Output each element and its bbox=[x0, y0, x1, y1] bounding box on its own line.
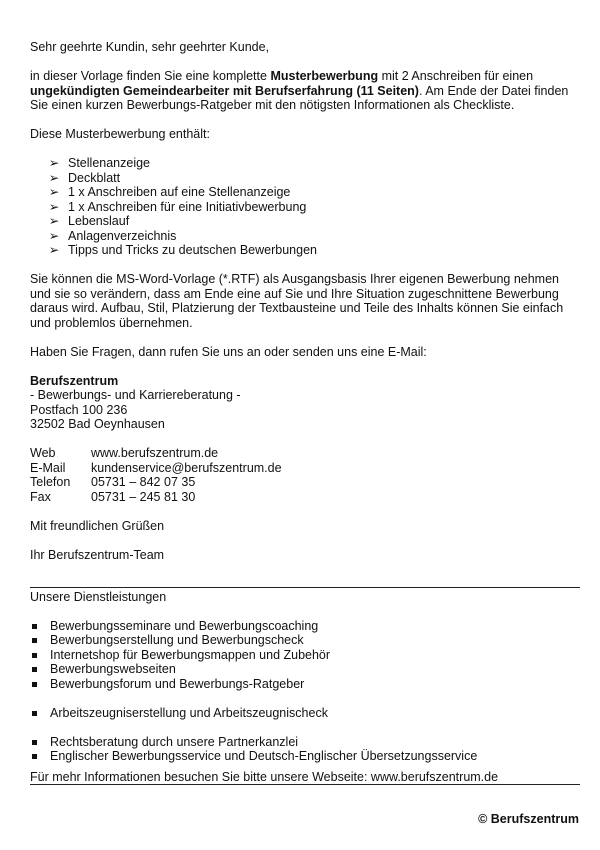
square-bullet-icon bbox=[32, 667, 37, 672]
contact-row-web bbox=[30, 446, 580, 461]
list-item-label: 1 x Anschreiben auf eine Stellenanzeige bbox=[68, 185, 291, 199]
usage-paragraph: Sie können die MS-Word-Vorlage (*.RTF) als Ausgangsbasis Ihrer eigenen Bewerbung nehmen und sie so verändern, dass am Ende eine auf Sie und Ihre Situation zugeschnittene Bewerbung daraus wird. Aufbau, Stil, Platzierung der Textbausteine und Teile des Inhalts können Sie einfach und problemlos übernehmen. bbox=[30, 272, 564, 330]
list-item-label: Bewerbungserstellung und Bewerbungscheck bbox=[50, 633, 304, 647]
list-item bbox=[30, 662, 580, 677]
divider-bottom bbox=[30, 784, 580, 785]
square-bullet-icon bbox=[32, 682, 37, 687]
contains-heading: Diese Musterbewerbung enthält: bbox=[30, 127, 210, 141]
signature: Ihr Berufszentrum-Team bbox=[30, 547, 165, 562]
closing: Mit freundlichen Grüßen bbox=[30, 518, 165, 533]
list-item-label: Rechtsberatung durch unsere Partnerkanzlei bbox=[50, 734, 299, 749]
intro-text-2: mit 2 Anschreiben für einen bbox=[378, 69, 534, 83]
contact-label: E-Mail bbox=[30, 460, 66, 475]
list-item bbox=[30, 243, 580, 258]
arrow-bullet-icon: ➢ bbox=[48, 170, 60, 185]
list-item bbox=[30, 619, 580, 634]
contact-row-email bbox=[30, 461, 580, 476]
list-item bbox=[30, 229, 580, 244]
contact-label: Telefon bbox=[30, 475, 71, 489]
contact-label: Fax bbox=[30, 489, 51, 504]
arrow-bullet-icon: ➢ bbox=[48, 228, 60, 243]
services-list-3 bbox=[30, 735, 580, 764]
address-block bbox=[30, 374, 580, 432]
square-bullet-icon bbox=[32, 653, 37, 658]
contact-label: Web bbox=[30, 446, 56, 460]
services-list-1 bbox=[30, 619, 580, 692]
divider-top bbox=[30, 587, 580, 588]
intro-text-3: . Am Ende der Datei finden Sie einen kurzen Bewerbungs-Ratgeber mit den nötigsten Informationen als Checkliste. bbox=[30, 83, 569, 112]
square-bullet-icon bbox=[32, 638, 37, 643]
list-item-label: Englischer Bewerbungsservice und Deutsch-Englischer Übersetzungsservice bbox=[50, 749, 478, 763]
list-item-label: Arbeitszeugniserstellung und Arbeitszeugnischeck bbox=[50, 705, 328, 720]
questions-paragraph: Haben Sie Fragen, dann rufen Sie uns an oder senden uns eine E-Mail: bbox=[30, 344, 427, 359]
intro-text-1: in dieser Vorlage finden Sie eine komplette bbox=[30, 69, 271, 83]
list-item-label: Bewerbungsseminare und Bewerbungscoaching bbox=[50, 618, 319, 633]
company-name: Berufszentrum bbox=[30, 373, 119, 388]
services-heading: Unsere Dienstleistungen bbox=[30, 589, 167, 604]
square-bullet-icon bbox=[32, 624, 37, 629]
list-item bbox=[30, 156, 580, 171]
contact-value: www.berufszentrum.de bbox=[91, 446, 219, 460]
arrow-bullet-icon: ➢ bbox=[48, 243, 60, 257]
square-bullet-icon bbox=[32, 754, 37, 759]
list-item bbox=[30, 648, 580, 663]
footer-info: Für mehr Informationen besuchen Sie bitte unsere Webseite: www.berufszentrum.de bbox=[30, 769, 499, 784]
list-item-label: Lebenslauf bbox=[68, 214, 130, 228]
list-item-label: Bewerbungswebseiten bbox=[50, 662, 176, 676]
square-bullet-icon bbox=[32, 711, 37, 716]
salutation: Sehr geehrte Kundin, sehr geehrter Kunde, bbox=[30, 40, 270, 54]
intro-bold-2: ungekündigten Gemeindearbeiter mit Berufserfahrung (11 Seiten) bbox=[30, 83, 419, 98]
arrow-bullet-icon: ➢ bbox=[48, 185, 60, 199]
list-item-label: Bewerbungsforum und Bewerbungs-Ratgeber bbox=[50, 676, 305, 691]
contact-row-fax bbox=[30, 490, 580, 505]
intro-paragraph bbox=[30, 69, 580, 113]
list-item bbox=[30, 214, 580, 229]
list-item bbox=[30, 706, 580, 721]
contents-list bbox=[30, 156, 580, 258]
list-item bbox=[30, 677, 580, 692]
contact-value: 05731 – 842 07 35 bbox=[91, 475, 196, 489]
list-item bbox=[30, 633, 580, 648]
contact-block bbox=[30, 446, 580, 504]
list-item bbox=[30, 749, 580, 764]
arrow-bullet-icon: ➢ bbox=[48, 214, 60, 228]
address-street: Postfach 100 236 bbox=[30, 402, 128, 417]
list-item-label: Anlagenverzeichnis bbox=[68, 228, 177, 243]
services-list-2 bbox=[30, 706, 580, 721]
address-city: 32502 Bad Oeynhausen bbox=[30, 417, 165, 431]
list-item-label: Internetshop für Bewerbungsmappen und Zubehör bbox=[50, 647, 331, 662]
list-item bbox=[30, 185, 580, 200]
intro-bold-1: Musterbewerbung bbox=[270, 69, 379, 83]
contact-value: kundenservice@berufszentrum.de bbox=[91, 460, 282, 475]
contact-value: 05731 – 245 81 30 bbox=[91, 489, 196, 504]
list-item bbox=[30, 735, 580, 750]
arrow-bullet-icon: ➢ bbox=[48, 156, 60, 170]
copyright: © Berufszentrum bbox=[478, 812, 579, 826]
square-bullet-icon bbox=[32, 740, 37, 745]
contact-row-phone bbox=[30, 475, 580, 490]
arrow-bullet-icon: ➢ bbox=[48, 199, 60, 214]
list-item-label: Deckblatt bbox=[68, 170, 121, 185]
list-item bbox=[30, 200, 580, 215]
list-item bbox=[30, 171, 580, 186]
company-subtitle: - Bewerbungs- und Karriereberatung - bbox=[30, 388, 241, 402]
list-item-label: 1 x Anschreiben für eine Initiativbewerbung bbox=[68, 199, 307, 214]
list-item-label: Stellenanzeige bbox=[68, 156, 151, 170]
list-item-label: Tipps und Tricks zu deutschen Bewerbungen bbox=[68, 243, 317, 257]
